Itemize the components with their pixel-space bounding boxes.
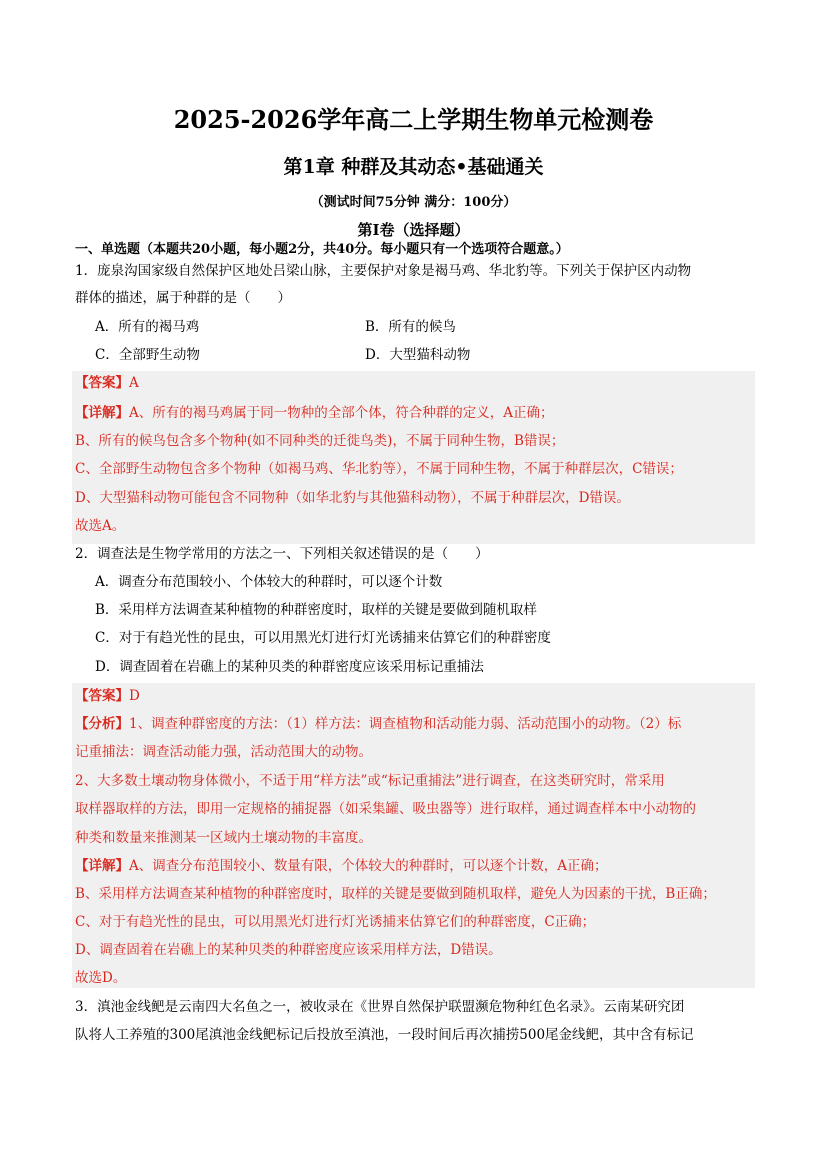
q3-stem-line-1: 3．滇池金线鲃是云南四大名鱼之一，被收录在《世界自然保护联盟濒危物种红色名录》。云南某研究团 bbox=[75, 999, 685, 1015]
q1-option-b: B．所有的候鸟 bbox=[365, 319, 456, 335]
exam-meta: （测试时间75分钟 满分：100分） bbox=[310, 195, 517, 210]
q2-analysis-line-5: 种类和数量来推测某一区域内土壤动物的丰富度。 bbox=[75, 830, 372, 846]
q1-answer-block bbox=[72, 371, 755, 544]
q2-detail-line-1: 【详解】A、调查分布范围较小、数量有限，个体较大的种群时，可以逐个计数，A正确； bbox=[75, 858, 608, 874]
q2-detail-line-3: C、对于有趋光性的昆虫，可以用黑光灯进行灯光诱捕来估算它们的种群密度，C正确； bbox=[75, 914, 596, 930]
q1-stem-line-2: 群体的描述，属于种群的是（ ） bbox=[75, 290, 291, 306]
q2-analysis-line-2: 记重捕法：调查活动能力强，活动范围大的动物。 bbox=[75, 744, 372, 760]
detail-tag: 【详解】 bbox=[75, 405, 129, 421]
q1-option-a: A．所有的褐马鸡 bbox=[95, 319, 200, 335]
q3-stem-line-2: 队将人工养殖的300尾滇池金线鲃标记后投放至滇池，一段时间后再次捕捞500尾金线鲃，其中含有标记 bbox=[75, 1027, 694, 1043]
q1-option-d: D．大型猫科动物 bbox=[365, 347, 471, 363]
q1-detail-line-3: C、全部野生动物包含多个物种（如褐马鸡、华北豹等），不属于同种生物，不属于种群层次，C错误； bbox=[75, 461, 683, 477]
section-label: 一、单选题 bbox=[75, 242, 141, 257]
q2-detail-line-4: D、调查固着在岩礁上的某种贝类的种群密度应该采用样方法，D错误。 bbox=[75, 942, 502, 958]
q1-stem-line-1: 1．庞泉沟国家级自然保护区地处吕梁山脉，主要保护对象是褐马鸡、华北豹等。下列关于保护区内动物 bbox=[75, 263, 692, 279]
answer-tag: 【答案】 bbox=[75, 375, 129, 391]
answer-value: D bbox=[129, 688, 140, 704]
q2-option-a: A．调查分布范围较小、个体较大的种群时，可以逐个计数 bbox=[95, 574, 443, 590]
page-title: 2025-2026学年高二上学期生物单元检测卷 bbox=[173, 105, 654, 134]
chapter-subtitle: 第1章 种群及其动态•基础通关 bbox=[283, 156, 544, 178]
q2-option-d: D．调查固着在岩礁上的某种贝类的种群密度应该采用标记重捕法 bbox=[95, 659, 484, 675]
q2-analysis-line-3: 2、大多数土壤动物身体微小，不适于用“样方法”或“标记重捕法”进行调查，在这类研究时，常采用 bbox=[75, 773, 665, 789]
answer-tag: 【答案】 bbox=[75, 688, 129, 704]
q1-answer bbox=[75, 373, 139, 393]
q2-answer bbox=[75, 686, 140, 706]
section-desc: （本题共20小题，每小题2分，共40分。每小题只有一个选项符合题意。） bbox=[140, 242, 569, 257]
q2-conclusion: 故选D。 bbox=[75, 970, 127, 986]
answer-value: A bbox=[129, 375, 139, 391]
analysis-tag: 【分析】 bbox=[75, 716, 129, 732]
q2-detail-line-2: B、采用样方法调查某种植物的种群密度时，取样的关键是要做到随机取样，避免人为因素的干扰，B正确； bbox=[75, 886, 716, 902]
q1-option-c: C．全部野生动物 bbox=[95, 347, 200, 363]
volume-heading: 第Ⅰ卷（选择题） bbox=[357, 221, 470, 239]
q2-option-c: C．对于有趋光性的昆虫，可以用黑光灯进行灯光诱捕来估算它们的种群密度 bbox=[95, 630, 551, 646]
q2-analysis-line-1: 【分析】1、调查种群密度的方法：（1）样方法：调查植物和活动能力弱、活动范围小的动物。（2）标 bbox=[75, 716, 682, 732]
detail-tag: 【详解】 bbox=[75, 858, 129, 874]
section-heading bbox=[75, 238, 569, 257]
q1-detail-line-2: B、所有的候鸟包含多个物种(如不同种类的迁徙鸟类)，不属于同种生物，B错误； bbox=[75, 433, 565, 449]
q1-detail-line-1: 【详解】A、所有的褐马鸡属于同一物种的全部个体，符合种群的定义，A正确； bbox=[75, 405, 554, 421]
q2-option-b: B．采用样方法调查某种植物的种群密度时，取样的关键是要做到随机取样 bbox=[95, 602, 537, 618]
q2-stem: 2．调查法是生物学常用的方法之一、下列相关叙述错误的是（ ） bbox=[75, 546, 489, 562]
q1-conclusion: 故选A。 bbox=[75, 518, 126, 534]
q2-analysis-line-4: 取样器取样的方法，即用一定规格的捕捉器（如采集罐、吸虫器等）进行取样，通过调查样本中小动物的 bbox=[75, 801, 696, 817]
q1-detail-line-4: D、大型猫科动物可能包含不同物种（如华北豹与其他猫科动物），不属于种群层次，D错误。 bbox=[75, 490, 630, 506]
